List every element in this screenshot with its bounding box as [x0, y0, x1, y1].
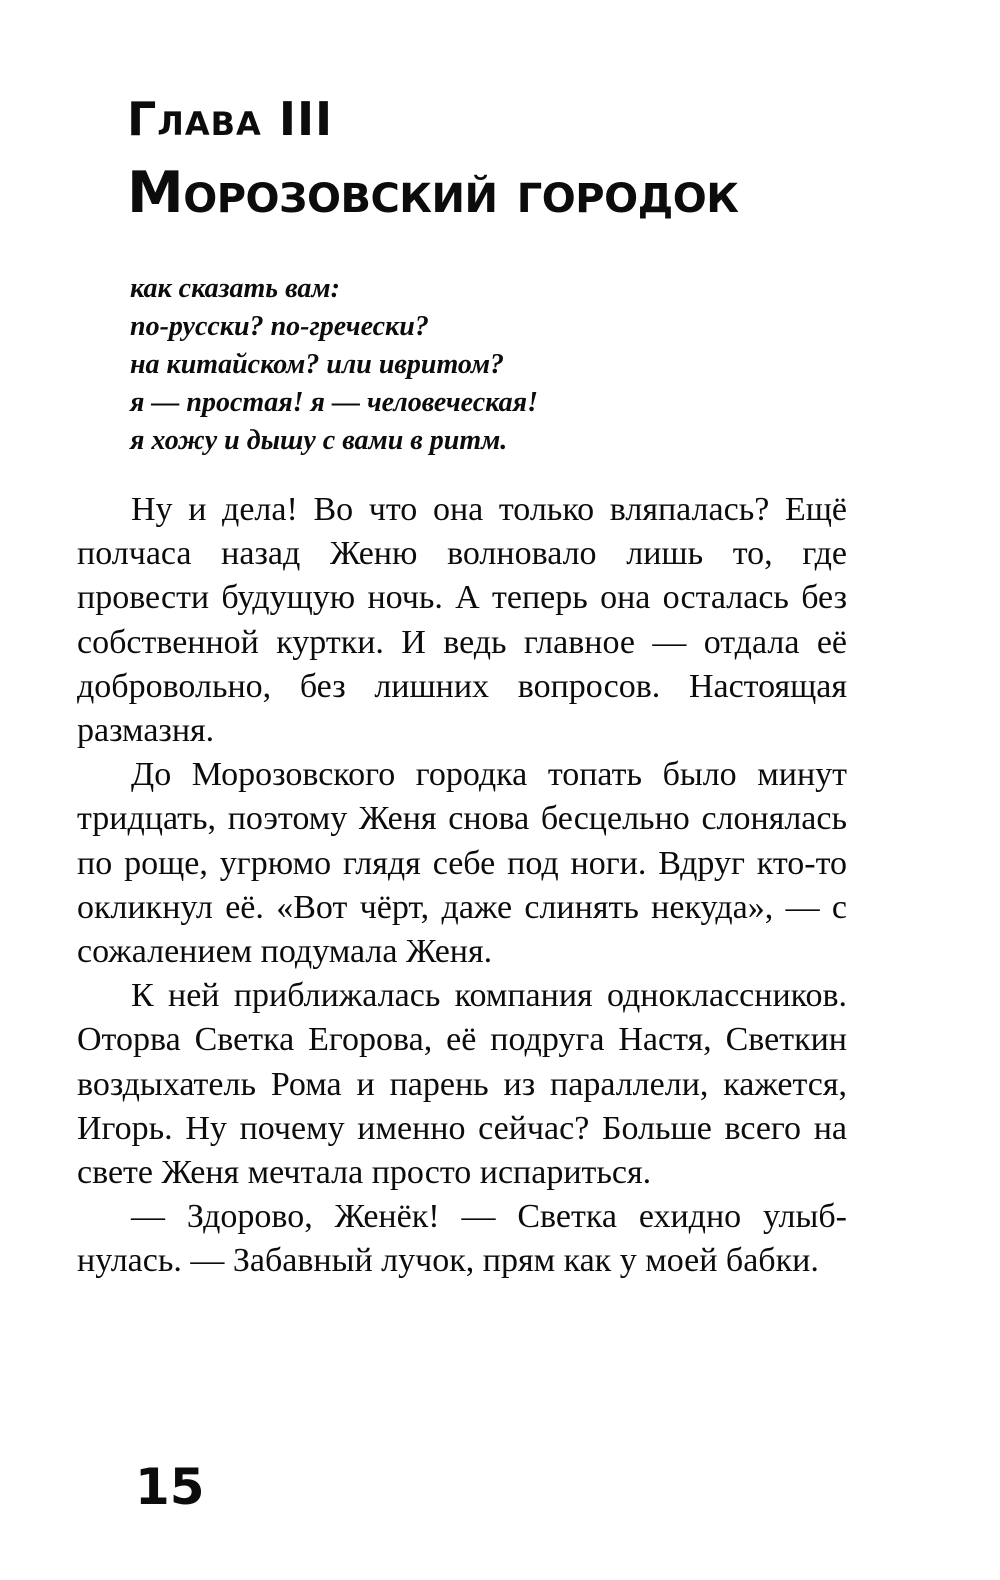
- epigraph-line: я хожу и дышу с вами в ритм.: [130, 425, 508, 456]
- paragraph: До Морозовского городка топать было минут тридцать, поэтому Женя снова бесцельно слонялась по роще, угрюмо глядя себе под ноги. Вдруг кто-то окликнул её. «Вот чёрт, даже слинять некуда», — с сожалением подумала Женя.: [77, 756, 847, 971]
- paragraph: К ней приближалась компания одноклассников. Оторва Светка Егорова, её подруга Настя, Светкин воздыхатель Рома и парень из параллели, кажется, Игорь. Ну почему именно сейчас? Больше всего на свете Женя мечтала просто испариться.: [77, 977, 847, 1192]
- epigraph-line: я — простая! я — человеческая!: [130, 387, 538, 418]
- epigraph-line: как сказать вам:: [130, 273, 340, 304]
- paragraph: — Здорово, Женёк! — Светка ехидно улыбнулась. — Забавный лучок, прям как у моей бабки.: [77, 1198, 847, 1280]
- epigraph: [130, 270, 690, 460]
- epigraph-line: на китайском? или ивритом?: [130, 349, 505, 380]
- page-number: 15: [135, 1458, 205, 1516]
- chapter-label: Глава III: [127, 92, 334, 146]
- paragraph: Ну и дела! Во что она только вляпалась? Ещё полчаса назад Женю волновало лишь то, где провести будущую ночь. А теперь она осталась без собственной куртки. И ведь главное — отдала её добровольно, без лишних вопросов. Настоящая размазня.: [77, 491, 847, 750]
- body-text: [77, 488, 847, 1284]
- epigraph-line: по-русски? по-гречески?: [130, 311, 429, 342]
- chapter-title: Морозовский городок: [127, 160, 739, 226]
